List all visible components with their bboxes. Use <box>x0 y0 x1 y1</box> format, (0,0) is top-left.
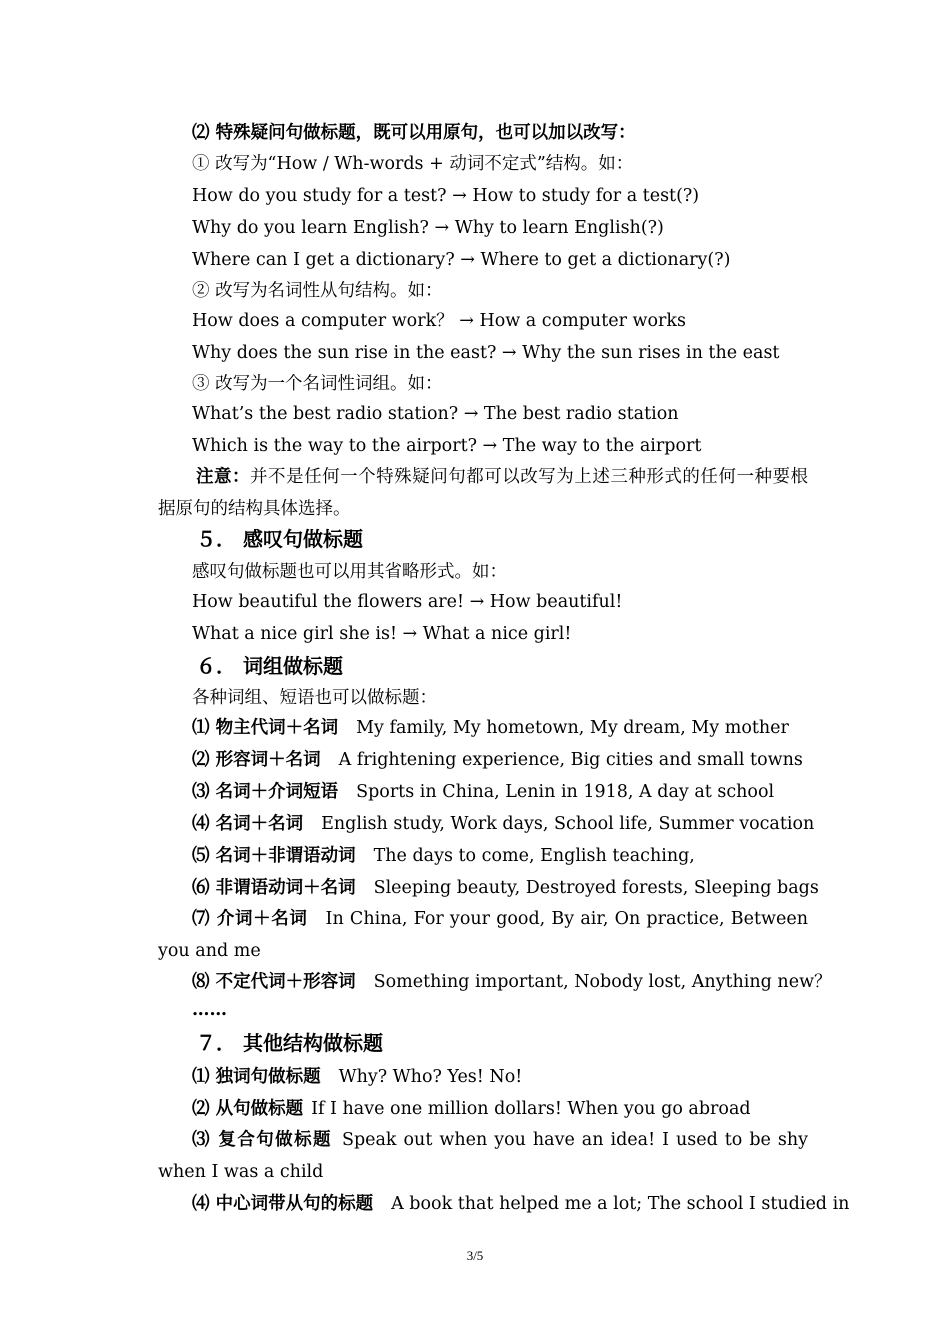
list-item <box>192 813 815 835</box>
example: How do you study for a test? → How to study for a test(?) <box>192 186 700 206</box>
page-number: 3/5 <box>466 1248 484 1263</box>
list-item <box>192 781 808 803</box>
item-label: ⑷ 中心词带从句的标题 <box>192 1194 374 1214</box>
note-label: 注意： <box>196 467 251 487</box>
item-text: The days to come, English teaching, <box>373 846 695 866</box>
item-label: ⑹ 非谓语动词＋名词 <box>192 878 356 898</box>
subsection-heading: ⑵ 特殊疑问句做标题，既可以用原句，也可以加以改写： <box>192 123 636 143</box>
example: What’s the best radio station? → The best radio station <box>192 404 679 424</box>
example: How beautiful the flowers are! → How beautiful! <box>192 592 623 612</box>
item-label: ⑷ 名词＋名词 <box>192 814 304 834</box>
ellipsis: …… <box>192 1000 227 1020</box>
section-intro: 各种词组、短语也可以做标题： <box>192 688 437 708</box>
item-label: ⑸ 名词＋非谓语动词 <box>192 846 356 866</box>
note-text: 并不是任何一个特殊疑问句都可以改写为上述三种形式的任何一种要根据原句的结构具体选择。 <box>158 467 808 519</box>
item-text: A book that helped me a lot; The school I studied in <box>391 1194 850 1214</box>
section-intro: 感叹句做标题也可以用其省略形式。如： <box>192 562 507 582</box>
item-label: ⑶ 复合句做标题 <box>192 1130 332 1150</box>
item-label: ⑵ 形容词＋名词 <box>192 750 321 770</box>
rule-2: ② 改写为名词性从句结构。如： <box>192 281 443 301</box>
item-text: Sports in China, Lenin in 1918, A day at school <box>356 782 775 802</box>
rule-1: ① 改写为“How / Wh-words + 动词不定式”结构。如： <box>192 154 634 174</box>
example: Which is the way to the airport? → The way to the airport <box>192 436 702 456</box>
list-item <box>192 971 832 993</box>
item-label: ⑴ 独词句做标题 <box>192 1067 321 1087</box>
list-item <box>192 845 808 867</box>
list-item <box>158 1124 808 1188</box>
item-label: ⑴ 物主代词＋名词 <box>192 718 339 738</box>
example: Why do you learn English? → Why to learn English(?) <box>192 218 664 238</box>
item-label: ⑻ 不定代词＋形容词 <box>192 972 356 992</box>
item-text: In China, For your good, By air, On practice, Between you and me <box>158 909 808 961</box>
section-heading-5: ５． 感叹句做标题 <box>196 527 363 551</box>
section-heading-6: ６． 词组做标题 <box>196 654 343 678</box>
item-text: English study, Work days, School life, Summer vocation <box>321 814 815 834</box>
list-item <box>192 717 808 739</box>
section-heading-7: ７． 其他结构做标题 <box>196 1031 383 1055</box>
example: Where can I get a dictionary? → Where to get a dictionary(?) <box>192 250 731 270</box>
item-text: Sleeping beauty, Destroyed forests, Sleeping bags <box>373 878 819 898</box>
list-item <box>192 749 808 771</box>
rule-3: ③ 改写为一个名词性词组。如： <box>192 374 443 394</box>
item-text: Something important, Nobody lost, Anything new？ <box>373 972 832 992</box>
example: Why does the sun rise in the east? → Why the sun rises in the east <box>192 343 780 363</box>
note-paragraph <box>158 461 808 525</box>
item-text: If I have one million dollars! When you go abroad <box>311 1099 751 1119</box>
list-item <box>192 1066 808 1088</box>
list-item <box>192 1098 808 1120</box>
list-item <box>192 1193 850 1215</box>
list-item <box>158 903 808 967</box>
item-text: My family, My hometown, My dream, My mother <box>356 718 789 738</box>
item-label: ⑵ 从句做标题 <box>192 1099 304 1119</box>
list-item <box>192 877 819 899</box>
item-text: Speak out when you have an idea! I used to be shy when I was a child <box>158 1130 809 1182</box>
example: What a nice girl she is! → What a nice girl! <box>192 624 572 644</box>
item-label: ⑺ 介词＋名词 <box>192 909 308 929</box>
item-text: Why? Who? Yes! No! <box>338 1067 523 1087</box>
item-text: A frightening experience, Big cities and small towns <box>338 750 803 770</box>
item-label: ⑶ 名词＋介词短语 <box>192 782 339 802</box>
example: How does a computer work？ → How a computer works <box>192 311 686 331</box>
